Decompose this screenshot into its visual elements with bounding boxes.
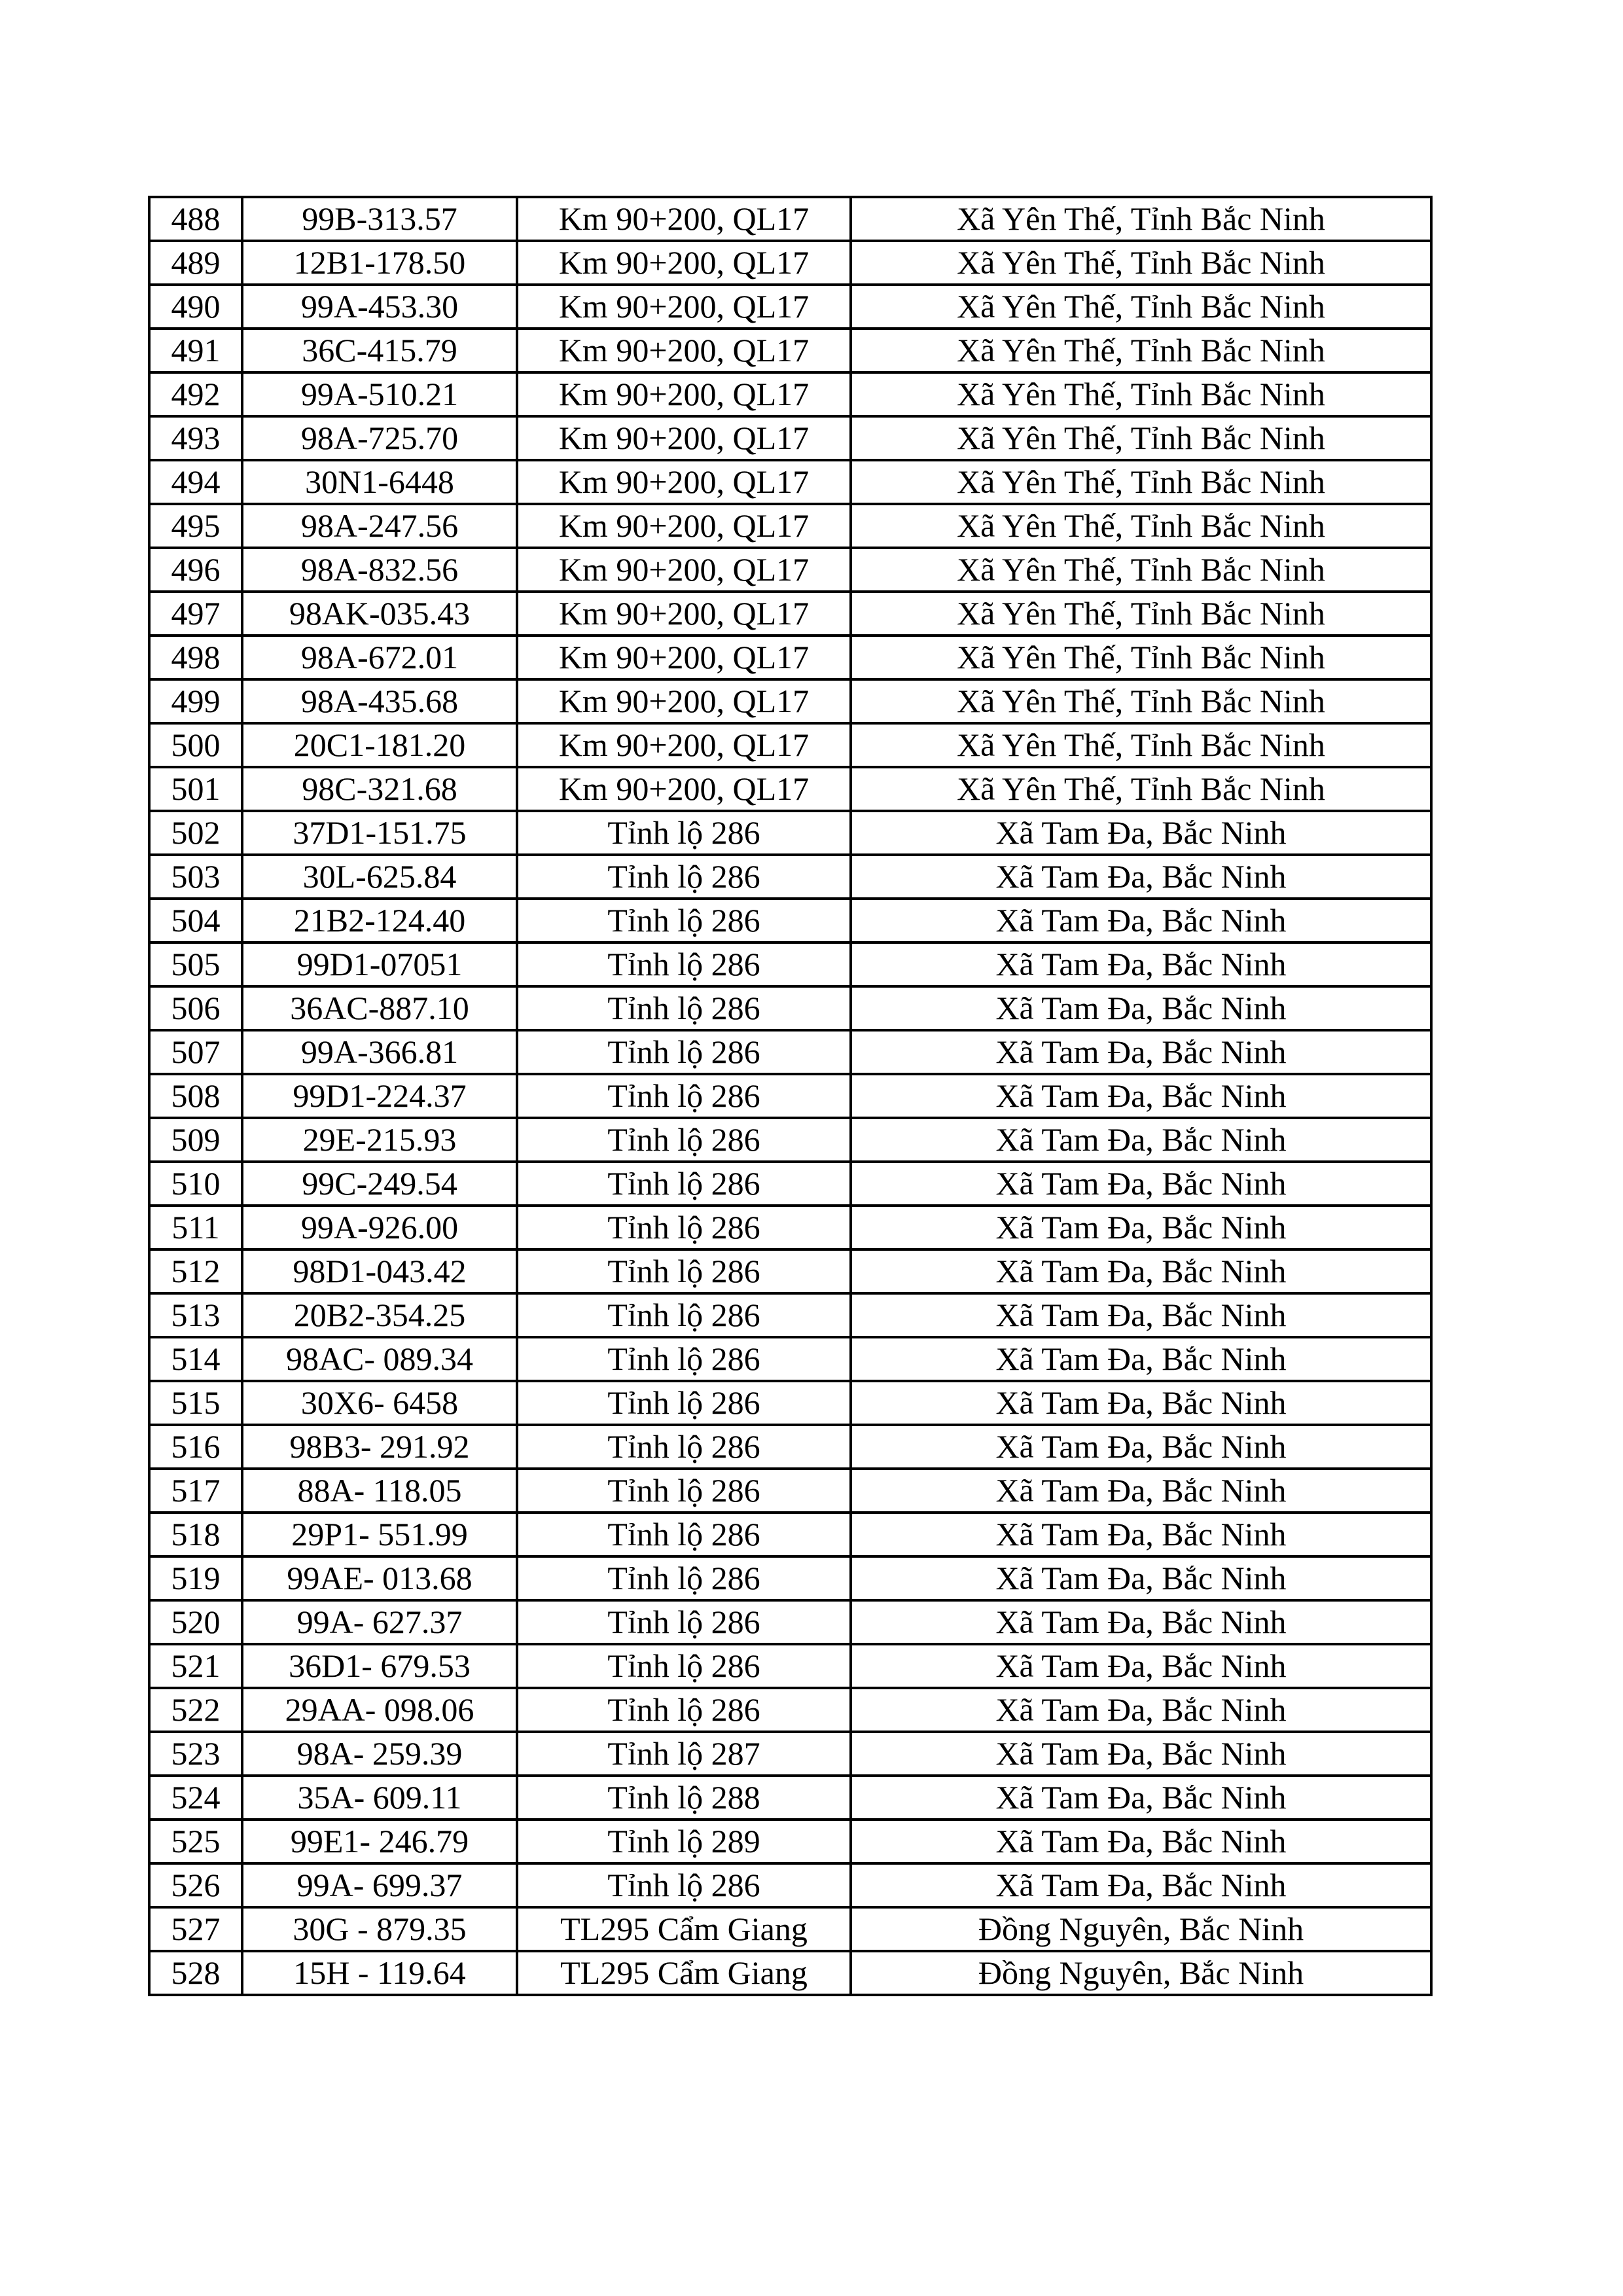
table-row xyxy=(149,1337,1431,1381)
cell-stt: 517 xyxy=(149,1469,242,1513)
cell-plate-number: 99A-366.81 xyxy=(242,1030,517,1074)
table-row xyxy=(149,1293,1431,1337)
cell-area: Xã Tam Đa, Bắc Ninh xyxy=(851,1425,1431,1469)
table-row xyxy=(149,416,1431,460)
table-row xyxy=(149,329,1431,372)
cell-plate-number: 99B-313.57 xyxy=(242,197,517,241)
table-row xyxy=(149,942,1431,986)
cell-location: Tỉnh lộ 288 xyxy=(517,1776,851,1820)
cell-location: Tỉnh lộ 286 xyxy=(517,1293,851,1337)
cell-area: Xã Yên Thế, Tỉnh Bắc Ninh xyxy=(851,329,1431,372)
cell-location: Tỉnh lộ 286 xyxy=(517,1162,851,1206)
table-row xyxy=(149,548,1431,592)
cell-plate-number: 99A-453.30 xyxy=(242,285,517,329)
cell-area: Xã Tam Đa, Bắc Ninh xyxy=(851,899,1431,942)
table-row xyxy=(149,811,1431,855)
cell-stt: 507 xyxy=(149,1030,242,1074)
cell-area: Xã Yên Thế, Tỉnh Bắc Ninh xyxy=(851,197,1431,241)
cell-stt: 505 xyxy=(149,942,242,986)
table-row xyxy=(149,679,1431,723)
cell-stt: 525 xyxy=(149,1820,242,1863)
table-row xyxy=(149,899,1431,942)
cell-location: Km 90+200, QL17 xyxy=(517,504,851,548)
cell-location: Tỉnh lộ 286 xyxy=(517,1556,851,1600)
cell-area: Xã Tam Đa, Bắc Ninh xyxy=(851,1469,1431,1513)
violation-table xyxy=(148,196,1433,1996)
cell-area: Xã Tam Đa, Bắc Ninh xyxy=(851,1513,1431,1556)
table-row xyxy=(149,285,1431,329)
cell-location: Tỉnh lộ 286 xyxy=(517,1469,851,1513)
cell-area: Đồng Nguyên, Bắc Ninh xyxy=(851,1907,1431,1951)
table-row xyxy=(149,1600,1431,1644)
cell-location: Tỉnh lộ 286 xyxy=(517,1030,851,1074)
cell-stt: 508 xyxy=(149,1074,242,1118)
cell-stt: 516 xyxy=(149,1425,242,1469)
cell-area: Xã Tam Đa, Bắc Ninh xyxy=(851,1776,1431,1820)
cell-location: Km 90+200, QL17 xyxy=(517,548,851,592)
table-row xyxy=(149,241,1431,285)
cell-location: Tỉnh lộ 286 xyxy=(517,1337,851,1381)
cell-plate-number: 21B2-124.40 xyxy=(242,899,517,942)
cell-area: Xã Tam Đa, Bắc Ninh xyxy=(851,855,1431,899)
cell-stt: 495 xyxy=(149,504,242,548)
cell-stt: 528 xyxy=(149,1951,242,1995)
table-row xyxy=(149,1074,1431,1118)
cell-plate-number: 29E-215.93 xyxy=(242,1118,517,1162)
cell-stt: 489 xyxy=(149,241,242,285)
cell-area: Xã Yên Thế, Tỉnh Bắc Ninh xyxy=(851,372,1431,416)
cell-plate-number: 99A-926.00 xyxy=(242,1206,517,1249)
cell-area: Xã Yên Thế, Tỉnh Bắc Ninh xyxy=(851,767,1431,811)
cell-stt: 513 xyxy=(149,1293,242,1337)
cell-stt: 519 xyxy=(149,1556,242,1600)
cell-stt: 521 xyxy=(149,1644,242,1688)
table-row xyxy=(149,1118,1431,1162)
cell-stt: 494 xyxy=(149,460,242,504)
cell-plate-number: 99A- 699.37 xyxy=(242,1863,517,1907)
cell-plate-number: 99AE- 013.68 xyxy=(242,1556,517,1600)
cell-stt: 518 xyxy=(149,1513,242,1556)
table-row xyxy=(149,1162,1431,1206)
cell-location: Tỉnh lộ 286 xyxy=(517,811,851,855)
table-row xyxy=(149,372,1431,416)
cell-area: Xã Tam Đa, Bắc Ninh xyxy=(851,1206,1431,1249)
cell-plate-number: 36C-415.79 xyxy=(242,329,517,372)
cell-location: Tỉnh lộ 286 xyxy=(517,1206,851,1249)
cell-area: Xã Tam Đa, Bắc Ninh xyxy=(851,942,1431,986)
cell-plate-number: 98A-247.56 xyxy=(242,504,517,548)
table-row xyxy=(149,1249,1431,1293)
cell-area: Xã Tam Đa, Bắc Ninh xyxy=(851,1644,1431,1688)
table-row xyxy=(149,767,1431,811)
table-row xyxy=(149,197,1431,241)
cell-stt: 522 xyxy=(149,1688,242,1732)
cell-plate-number: 98AC- 089.34 xyxy=(242,1337,517,1381)
table-row xyxy=(149,1820,1431,1863)
cell-stt: 524 xyxy=(149,1776,242,1820)
cell-location: Tỉnh lộ 286 xyxy=(517,942,851,986)
cell-plate-number: 30X6- 6458 xyxy=(242,1381,517,1425)
cell-location: Km 90+200, QL17 xyxy=(517,767,851,811)
cell-area: Xã Yên Thế, Tỉnh Bắc Ninh xyxy=(851,592,1431,636)
cell-location: Km 90+200, QL17 xyxy=(517,723,851,767)
cell-stt: 511 xyxy=(149,1206,242,1249)
cell-stt: 504 xyxy=(149,899,242,942)
cell-location: Km 90+200, QL17 xyxy=(517,460,851,504)
cell-plate-number: 99C-249.54 xyxy=(242,1162,517,1206)
cell-plate-number: 30N1-6448 xyxy=(242,460,517,504)
table-row xyxy=(149,1732,1431,1776)
cell-location: Km 90+200, QL17 xyxy=(517,592,851,636)
cell-plate-number: 98B3- 291.92 xyxy=(242,1425,517,1469)
table-row xyxy=(149,1030,1431,1074)
cell-area: Xã Tam Đa, Bắc Ninh xyxy=(851,986,1431,1030)
table-row xyxy=(149,1688,1431,1732)
cell-plate-number: 99E1- 246.79 xyxy=(242,1820,517,1863)
cell-stt: 510 xyxy=(149,1162,242,1206)
cell-location: Tỉnh lộ 289 xyxy=(517,1820,851,1863)
cell-location: TL295 Cẩm Giang xyxy=(517,1951,851,1995)
cell-plate-number: 98A-725.70 xyxy=(242,416,517,460)
cell-stt: 527 xyxy=(149,1907,242,1951)
cell-area: Xã Yên Thế, Tỉnh Bắc Ninh xyxy=(851,416,1431,460)
cell-stt: 497 xyxy=(149,592,242,636)
cell-location: Tỉnh lộ 286 xyxy=(517,1425,851,1469)
cell-stt: 526 xyxy=(149,1863,242,1907)
cell-location: Km 90+200, QL17 xyxy=(517,329,851,372)
cell-area: Xã Tam Đa, Bắc Ninh xyxy=(851,1556,1431,1600)
cell-location: Km 90+200, QL17 xyxy=(517,636,851,679)
table-row xyxy=(149,636,1431,679)
cell-stt: 493 xyxy=(149,416,242,460)
cell-area: Đồng Nguyên, Bắc Ninh xyxy=(851,1951,1431,1995)
cell-location: Km 90+200, QL17 xyxy=(517,197,851,241)
cell-stt: 512 xyxy=(149,1249,242,1293)
cell-stt: 502 xyxy=(149,811,242,855)
table-row xyxy=(149,723,1431,767)
cell-location: Tỉnh lộ 286 xyxy=(517,1074,851,1118)
cell-area: Xã Tam Đa, Bắc Ninh xyxy=(851,1863,1431,1907)
cell-area: Xã Tam Đa, Bắc Ninh xyxy=(851,1381,1431,1425)
cell-stt: 498 xyxy=(149,636,242,679)
cell-location: Tỉnh lộ 286 xyxy=(517,1513,851,1556)
cell-stt: 506 xyxy=(149,986,242,1030)
table-row xyxy=(149,855,1431,899)
cell-area: Xã Yên Thế, Tỉnh Bắc Ninh xyxy=(851,241,1431,285)
cell-plate-number: 99A- 627.37 xyxy=(242,1600,517,1644)
cell-location: Tỉnh lộ 286 xyxy=(517,855,851,899)
cell-area: Xã Tam Đa, Bắc Ninh xyxy=(851,1162,1431,1206)
cell-area: Xã Tam Đa, Bắc Ninh xyxy=(851,1732,1431,1776)
cell-location: Tỉnh lộ 286 xyxy=(517,1863,851,1907)
cell-stt: 491 xyxy=(149,329,242,372)
cell-plate-number: 98A- 259.39 xyxy=(242,1732,517,1776)
table-row xyxy=(149,1776,1431,1820)
cell-plate-number: 98A-672.01 xyxy=(242,636,517,679)
cell-plate-number: 35A- 609.11 xyxy=(242,1776,517,1820)
cell-plate-number: 36AC-887.10 xyxy=(242,986,517,1030)
cell-location: Tỉnh lộ 286 xyxy=(517,1600,851,1644)
table-row xyxy=(149,1206,1431,1249)
cell-plate-number: 29P1- 551.99 xyxy=(242,1513,517,1556)
table-row xyxy=(149,1644,1431,1688)
cell-plate-number: 36D1- 679.53 xyxy=(242,1644,517,1688)
cell-plate-number: 37D1-151.75 xyxy=(242,811,517,855)
cell-plate-number: 15H - 119.64 xyxy=(242,1951,517,1995)
cell-stt: 492 xyxy=(149,372,242,416)
cell-location: Km 90+200, QL17 xyxy=(517,679,851,723)
cell-plate-number: 29AA- 098.06 xyxy=(242,1688,517,1732)
cell-area: Xã Tam Đa, Bắc Ninh xyxy=(851,1249,1431,1293)
cell-area: Xã Yên Thế, Tỉnh Bắc Ninh xyxy=(851,636,1431,679)
cell-stt: 490 xyxy=(149,285,242,329)
cell-stt: 523 xyxy=(149,1732,242,1776)
cell-location: Km 90+200, QL17 xyxy=(517,416,851,460)
cell-area: Xã Yên Thế, Tỉnh Bắc Ninh xyxy=(851,504,1431,548)
table-row xyxy=(149,1469,1431,1513)
cell-plate-number: 98A-435.68 xyxy=(242,679,517,723)
cell-plate-number: 12B1-178.50 xyxy=(242,241,517,285)
cell-plate-number: 98AK-035.43 xyxy=(242,592,517,636)
cell-stt: 503 xyxy=(149,855,242,899)
cell-area: Xã Tam Đa, Bắc Ninh xyxy=(851,1030,1431,1074)
cell-plate-number: 98C-321.68 xyxy=(242,767,517,811)
cell-stt: 514 xyxy=(149,1337,242,1381)
cell-plate-number: 20B2-354.25 xyxy=(242,1293,517,1337)
cell-area: Xã Yên Thế, Tỉnh Bắc Ninh xyxy=(851,285,1431,329)
table-row xyxy=(149,986,1431,1030)
cell-location: Tỉnh lộ 286 xyxy=(517,899,851,942)
cell-stt: 509 xyxy=(149,1118,242,1162)
cell-plate-number: 99D1-07051 xyxy=(242,942,517,986)
cell-area: Xã Tam Đa, Bắc Ninh xyxy=(851,1118,1431,1162)
cell-stt: 488 xyxy=(149,197,242,241)
cell-location: Tỉnh lộ 286 xyxy=(517,1249,851,1293)
table-row xyxy=(149,1381,1431,1425)
table-row xyxy=(149,1425,1431,1469)
cell-plate-number: 20C1-181.20 xyxy=(242,723,517,767)
cell-area: Xã Tam Đa, Bắc Ninh xyxy=(851,1293,1431,1337)
table-row xyxy=(149,1907,1431,1951)
cell-area: Xã Tam Đa, Bắc Ninh xyxy=(851,1074,1431,1118)
cell-stt: 496 xyxy=(149,548,242,592)
cell-stt: 515 xyxy=(149,1381,242,1425)
cell-location: Tỉnh lộ 286 xyxy=(517,1381,851,1425)
cell-location: Tỉnh lộ 287 xyxy=(517,1732,851,1776)
cell-area: Xã Tam Đa, Bắc Ninh xyxy=(851,1820,1431,1863)
cell-area: Xã Tam Đa, Bắc Ninh xyxy=(851,811,1431,855)
table-row xyxy=(149,1556,1431,1600)
cell-area: Xã Yên Thế, Tỉnh Bắc Ninh xyxy=(851,460,1431,504)
cell-location: Tỉnh lộ 286 xyxy=(517,1688,851,1732)
cell-plate-number: 98D1-043.42 xyxy=(242,1249,517,1293)
table-row xyxy=(149,1863,1431,1907)
cell-location: Km 90+200, QL17 xyxy=(517,372,851,416)
cell-location: Tỉnh lộ 286 xyxy=(517,1644,851,1688)
cell-area: Xã Yên Thế, Tỉnh Bắc Ninh xyxy=(851,679,1431,723)
table-row xyxy=(149,1513,1431,1556)
cell-plate-number: 99D1-224.37 xyxy=(242,1074,517,1118)
cell-location: Km 90+200, QL17 xyxy=(517,241,851,285)
cell-stt: 499 xyxy=(149,679,242,723)
table-row xyxy=(149,592,1431,636)
cell-stt: 501 xyxy=(149,767,242,811)
cell-area: Xã Tam Đa, Bắc Ninh xyxy=(851,1337,1431,1381)
cell-area: Xã Tam Đa, Bắc Ninh xyxy=(851,1600,1431,1644)
table-row xyxy=(149,504,1431,548)
cell-location: TL295 Cẩm Giang xyxy=(517,1907,851,1951)
cell-plate-number: 30L-625.84 xyxy=(242,855,517,899)
cell-plate-number: 98A-832.56 xyxy=(242,548,517,592)
cell-plate-number: 99A-510.21 xyxy=(242,372,517,416)
cell-area: Xã Tam Đa, Bắc Ninh xyxy=(851,1688,1431,1732)
table-row xyxy=(149,460,1431,504)
cell-location: Km 90+200, QL17 xyxy=(517,285,851,329)
cell-stt: 500 xyxy=(149,723,242,767)
cell-area: Xã Yên Thế, Tỉnh Bắc Ninh xyxy=(851,723,1431,767)
cell-stt: 520 xyxy=(149,1600,242,1644)
cell-area: Xã Yên Thế, Tỉnh Bắc Ninh xyxy=(851,548,1431,592)
table-row xyxy=(149,1951,1431,1995)
table-body xyxy=(149,197,1431,1995)
cell-plate-number: 88A- 118.05 xyxy=(242,1469,517,1513)
cell-location: Tỉnh lộ 286 xyxy=(517,1118,851,1162)
cell-location: Tỉnh lộ 286 xyxy=(517,986,851,1030)
cell-plate-number: 30G - 879.35 xyxy=(242,1907,517,1951)
